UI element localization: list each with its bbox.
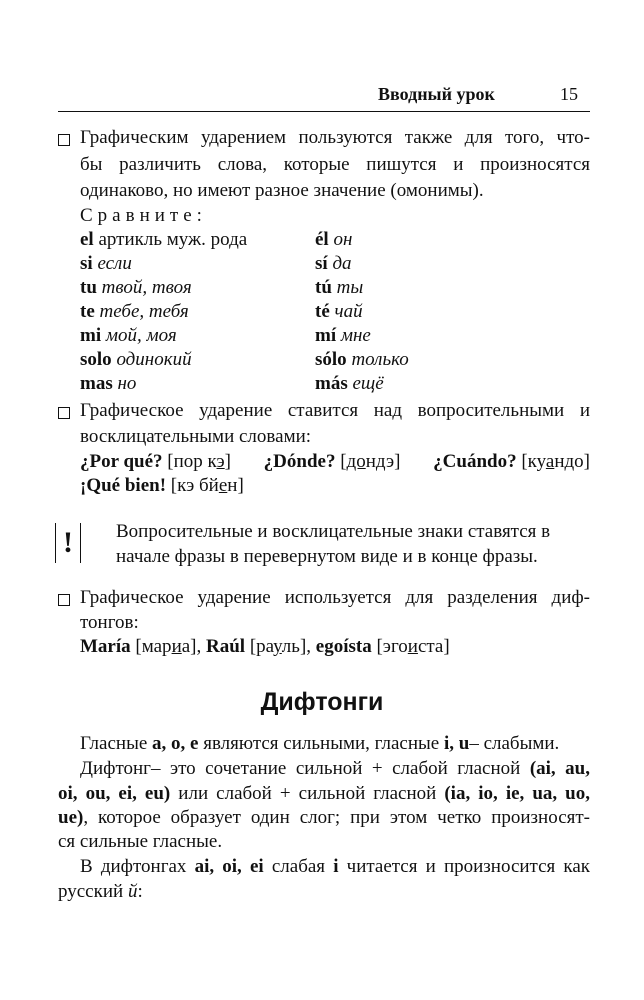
table-row-left	[80, 252, 132, 276]
transcription: [куандо]	[521, 451, 590, 472]
paragraph-line: ue), которое образует один слог; при этом четко произносят-	[58, 807, 590, 828]
compare-label: Сравните:	[80, 205, 207, 226]
table-row-right	[315, 348, 409, 372]
exclamation-icon: !	[55, 523, 81, 563]
example-item	[80, 450, 231, 474]
spanish-word: Raúl	[206, 636, 246, 657]
running-head: Вводный урок	[378, 84, 495, 104]
transcription: [эгоиста]	[376, 636, 450, 657]
table-row-left	[80, 276, 192, 300]
paragraph-line: Гласные a, o, e являются сильными, гласные i, u– слабыми.	[80, 733, 560, 754]
table-row-right	[315, 372, 384, 396]
example-item	[433, 450, 590, 474]
table-row-right	[315, 252, 352, 276]
paragraph-line: русский й:	[58, 881, 143, 902]
table-row-left	[80, 324, 177, 348]
table-row-left	[80, 228, 247, 252]
spanish-phrase: ¿Por qué?	[80, 451, 163, 472]
paragraph-line: Графическое ударение используется для разделения диф-	[80, 587, 590, 608]
table-row-right	[315, 228, 352, 252]
gloss: да	[332, 253, 352, 274]
word: él	[315, 229, 329, 250]
table-row-left	[80, 348, 192, 372]
table-row-right	[315, 300, 363, 324]
page-number: 15	[560, 84, 578, 104]
spanish-phrase: ¿Dónde?	[263, 451, 336, 472]
gloss: тебе, тебя	[99, 301, 189, 322]
note-line: начале фразы в перевернутом виде и в конце фразы.	[116, 546, 538, 567]
word: solo	[80, 349, 112, 370]
example-line	[80, 450, 590, 474]
gloss: если	[97, 253, 132, 274]
word: tú	[315, 277, 332, 298]
stressed-syllable: э	[216, 451, 225, 472]
word: tu	[80, 277, 97, 298]
stressed-syllable: е	[218, 475, 228, 496]
word: mi	[80, 325, 102, 346]
stressed-syllable: и	[407, 636, 418, 657]
gloss: чай	[334, 301, 363, 322]
stressed-syllable: а	[545, 451, 555, 472]
paragraph-line: восклицательными словами:	[80, 426, 312, 447]
transcription: [кэ бйен]	[170, 475, 244, 496]
word: mí	[315, 325, 337, 346]
spanish-word: egoísta	[315, 636, 372, 657]
gloss: ты	[336, 277, 364, 298]
gloss: мне	[340, 325, 371, 346]
checkbox-square-icon	[58, 407, 70, 419]
example-item	[264, 450, 401, 474]
paragraph-line: oi, ou, ei, eu) или слабой + сильной гласной (ia, io, ie, ua, uo,	[58, 783, 590, 804]
gloss: ещё	[352, 373, 384, 394]
stressed-syllable: до	[346, 451, 366, 472]
transcription: [мариа]	[135, 636, 197, 657]
paragraph-line: тонгов:	[80, 612, 139, 633]
gloss: одинокий	[116, 349, 192, 370]
header-rule	[58, 111, 590, 112]
paragraph-line: В дифтонгах ai, oi, ei слабая i читается и произносится как	[80, 856, 591, 877]
checkbox-square-icon	[58, 134, 70, 146]
word: te	[80, 301, 95, 322]
gloss: он	[333, 229, 353, 250]
paragraph-line: бы различить слова, которые пишутся и произносятся	[80, 154, 590, 175]
spanish-phrase: ¡Qué bien!	[80, 475, 167, 496]
table-row-left	[80, 372, 136, 396]
note-line: Вопросительные и восклицательные знаки ставятся в	[116, 521, 551, 542]
word: té	[315, 301, 330, 322]
section-heading: Дифтонги	[260, 688, 384, 716]
word: sí	[315, 253, 328, 274]
word: si	[80, 253, 93, 274]
paragraph-line: Графическое ударение ставится над вопросительными и	[80, 400, 590, 421]
word: sólo	[315, 349, 347, 370]
paragraph-line: Дифтонг– это сочетание сильной + слабой гласной (ai, au,	[80, 758, 590, 779]
gloss: но	[117, 373, 137, 394]
gloss: твой, твоя	[101, 277, 192, 298]
word: mas	[80, 373, 113, 394]
example-line	[80, 474, 244, 498]
word: el	[80, 229, 94, 250]
stressed-syllable: и	[171, 636, 182, 657]
gloss: артикль муж. рода	[98, 229, 248, 250]
paragraph-line: одинаково, но имеют разное значение (омонимы).	[80, 180, 484, 201]
paragraph-line: Графическим ударением пользуются также для того, что-	[80, 127, 590, 148]
transcription: [пор кэ]	[167, 451, 231, 472]
paragraph-line: ся сильные гласные.	[58, 831, 223, 852]
gloss: мой, моя	[105, 325, 177, 346]
spanish-word: María	[80, 636, 131, 657]
table-row-right	[315, 276, 363, 300]
table-row-right	[315, 324, 371, 348]
spanish-phrase: ¿Cuándo?	[433, 451, 517, 472]
stressed-syllable: у	[273, 636, 282, 657]
gloss: только	[351, 349, 409, 370]
transcription: [рауль]	[249, 636, 307, 657]
example-line: María [мариа], Raúl [рауль], egoísta [эгоиста]	[80, 636, 450, 657]
transcription: [дондэ]	[340, 451, 401, 472]
checkbox-square-icon	[58, 594, 70, 606]
table-row-left	[80, 300, 189, 324]
word: más	[315, 373, 348, 394]
